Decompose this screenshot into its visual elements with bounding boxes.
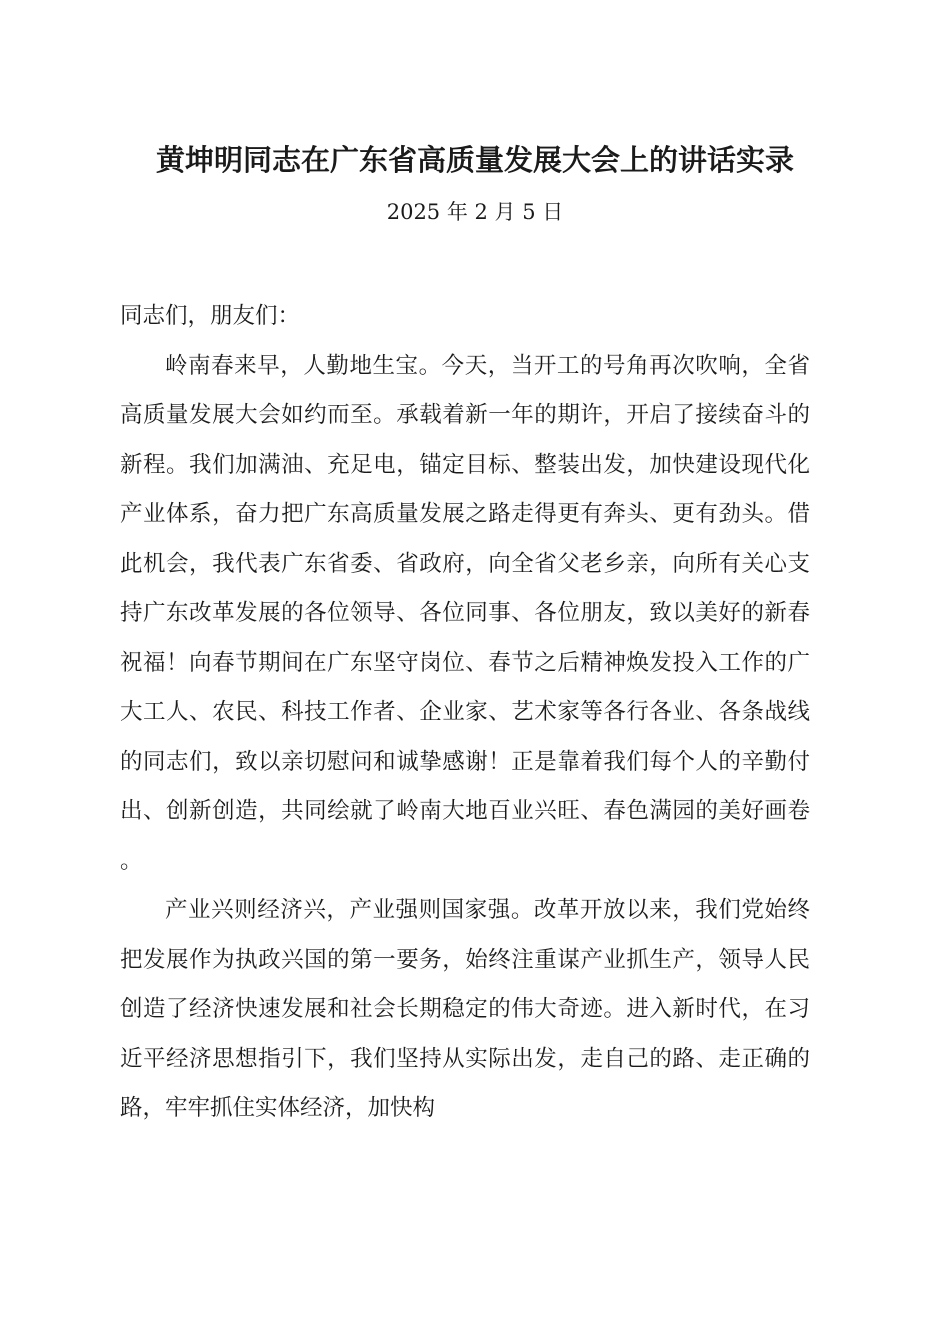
paragraph-1: 岭南春来早，人勤地生宝。今天，当开工的号角再次吹响，全省高质量发展大会如约而至。承载着新一年的期许，开启了接续奋斗的新程。我们加满油、充足电，锚定目标、整装出发，加快建设现代化产业体系，奋力把广东高质量发展之路走得更有奔头、更有劲头。借此机会，我代表广东省委、省政府，向全省父老乡亲，向所有关心支持广东改革发展的各位领导、各位同事、各位朋友，致以美好的新春祝福！向春节期间在广东坚守岗位、春节之后精神焕发投入工作的广大工人、农民、科技工作者、企业家、艺术家等各行各业、各条战线的同志们，致以亲切慰问和诚挚感谢！正是靠着我们每个人的辛勤付出、创新创造，共同绘就了岭南大地百业兴旺、春色满园的美好画卷。 (120, 352, 810, 874)
paragraph-2: 产业兴则经济兴，产业强则国家强。改革开放以来，我们党始终把发展作为执政兴国的第一要务，始终注重谋产业抓生产，领导人民创造了经济快速发展和社会长期稳定的伟大奇迹。进入新时代，在习近平经济思想指引下，我们坚持从实际出发，走自己的路、走正确的路，牢牢抓住实体经济，加快构 (120, 897, 810, 1121)
document-title: 黄坤明同志在广东省高质量发展大会上的讲话实录 (155, 143, 794, 177)
document-body (120, 292, 810, 1134)
salutation: 同志们，朋友们： (120, 303, 301, 329)
document-date: 2025 年 2 月 5 日 (386, 200, 564, 224)
